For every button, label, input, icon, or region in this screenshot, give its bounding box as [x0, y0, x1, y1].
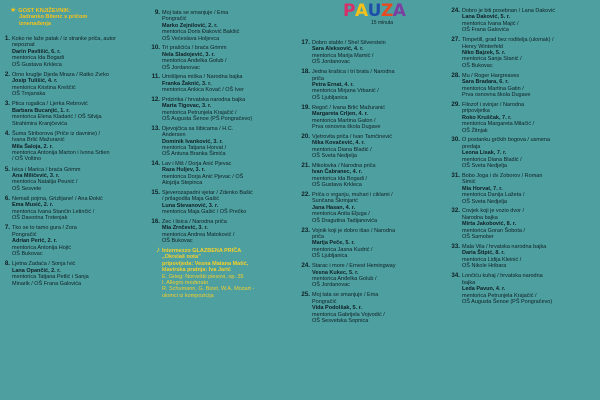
performer-name: Leda Pavun, 4. r.	[462, 286, 506, 293]
program-entry	[300, 163, 450, 189]
mentor-name: mentorica Ivana Stančin Letinčić /	[12, 208, 95, 215]
entry-number: 12.	[151, 95, 160, 103]
story-title: Starac i more / Ernest Hemingway	[312, 263, 396, 270]
mentor-name: mentorica Antonija Hojić	[12, 244, 72, 251]
performer-name: Ivan Čabranec, 4. r.	[312, 169, 363, 176]
mentor-name: mentorica Petrunjela Krajačić /	[162, 109, 237, 116]
entry-number: 11.	[151, 73, 160, 81]
school-name: OŠ Sveta Nedjelja	[462, 163, 507, 170]
mentor-name: mentorica Margareta Milačić /	[462, 121, 535, 128]
story-title: Sunčana Škrinjarić	[312, 198, 358, 205]
mentor-name: mentorica Ankica Kovač / OŠ Iver	[162, 87, 244, 94]
performer-name: Lana Daković, 5. r.	[462, 14, 510, 21]
story-title: priča	[312, 234, 324, 241]
performer-name: Ema Musić, 2. r.	[12, 202, 54, 209]
performer-name: Leona Lisak, 7. r.	[462, 150, 507, 157]
performer-name: Mila Šaloja, 2. r.	[12, 143, 53, 150]
mentor-name: mentorica Anđelka Golub /	[162, 58, 227, 65]
story-title: Bobo Joga i dv Zoborov / Roman	[462, 172, 543, 179]
school-name: OŠ Samober	[462, 234, 494, 241]
pause-letter: P	[343, 1, 355, 21]
entry-number: 7.	[4, 224, 10, 232]
mentor-name: mentorica Sanja Stanić /	[462, 56, 522, 63]
performer-name: Luna Stevanović, 3. r.	[162, 202, 219, 209]
story-title: O postanku grčkih bogova / usmena	[462, 137, 551, 144]
school-name: OŠ Ljubljanica	[312, 253, 348, 260]
program-column-2	[150, 0, 300, 299]
performer-name: Sara Aleksović, 4. r.	[312, 46, 364, 53]
interlude-line: „Okrelaš nota”	[162, 254, 201, 261]
mentor-name: mentorica Anita Eljuga /	[312, 211, 370, 218]
story-title: Tko se to tamo gura / Zora	[12, 225, 77, 232]
school-name: OŠ Dragutina Tadijanovića	[312, 217, 378, 224]
performer-name: Darin Pavlišić, 6. r.	[12, 48, 61, 55]
performer-name: Josip Tulišić, 4. r.	[12, 78, 58, 85]
performer-name: Barbara Bucanjić, 1. r.	[12, 107, 70, 114]
performer-name: Jana Hasan, 4. r.	[312, 204, 356, 211]
program-entry	[150, 74, 300, 93]
guest-header: GOST KNJIŽEVNIK:	[18, 8, 71, 14]
school-name: OŠ Većeslava Holjevca	[162, 35, 220, 42]
story-title: Orno kruglje Djeda Mraza / Ratko Zvrko	[12, 71, 109, 78]
entry-number: 18.	[301, 68, 310, 76]
mentor-name: mentorica Goran Šobota /	[462, 227, 525, 234]
school-name: OŠ Antuna Branka Šimića	[162, 151, 226, 158]
story-title: Umišljena miška / Narodna bajka	[162, 74, 243, 81]
program-entry	[300, 40, 450, 66]
mentor-name: mentorica Dorja Anić Pjevac / OŠ	[162, 173, 244, 180]
program-entry	[300, 263, 450, 289]
story-title: Zec i lisica / Narodna priča	[162, 218, 227, 225]
mentor-name: mentorica Antonija Marton i Ivona Srtien	[12, 150, 110, 157]
entry-number: 24.	[451, 7, 460, 14]
story-title: / prilagodila Maja Gašić	[162, 196, 220, 203]
mentor-name: mentorica Diana Bladić /	[462, 156, 522, 163]
performer-name: Adrian Perić, 2. r.	[12, 238, 57, 245]
story-title: Tri prašćića / braća Grimm	[162, 45, 227, 52]
program-entry	[450, 244, 600, 270]
pause-letter: Z	[380, 1, 393, 21]
entry-number: 31.	[451, 171, 460, 179]
performer-name: Marta Tigovac, 3. r.	[162, 103, 212, 110]
interlude-header: Intermezzo GLAZBENA PRIČA	[162, 247, 242, 254]
performer-name: Margareta Crljen, 4. r.	[312, 111, 368, 118]
story-title: Lončiću kuhaj / hrvatska narodna	[462, 273, 543, 280]
entry-number: 34.	[451, 272, 460, 280]
entry-number: 13.	[151, 124, 160, 132]
school-name: Prva osnovna škola Dugave	[462, 92, 531, 99]
program-entry	[150, 219, 300, 245]
story-title: Ptica rugalica / Ljerka Rebrović	[12, 101, 88, 108]
story-title: Šuma Striborova (Priče iz davnine) /	[12, 130, 101, 137]
mentor-name: mentorica Natalija Peunić /	[12, 179, 78, 186]
pause-letter: U	[367, 1, 381, 21]
pause-letter: A	[354, 1, 368, 21]
school-name: OŠ Augusta Šenoe (PŠ Pongračevo)	[462, 298, 553, 305]
school-name: OŠ Trnjanska	[12, 91, 46, 98]
program-entry	[450, 73, 600, 99]
performer-name: Lana Opančić, 2. r.	[12, 267, 61, 274]
story-title: Ivica i Marica / braća Grimm	[12, 166, 81, 173]
mentor-name: mentorica Tatjana Horvat /	[162, 144, 227, 151]
entry-number: 14.	[151, 159, 160, 167]
school-name: OŠ Ljubljanica	[312, 94, 348, 101]
story-title: Nemaš pojma, Grizlijane! / Ana Đokić	[12, 195, 103, 202]
story-title: bajka	[462, 279, 476, 286]
program-entry	[0, 72, 151, 98]
entry-number: 15.	[151, 188, 160, 196]
mentor-name: mentorica Ida Bogadi	[12, 55, 64, 62]
entry-number: 2.	[4, 70, 10, 78]
entry-number: 33.	[451, 243, 460, 251]
entry-number: 10.	[151, 44, 160, 52]
star-icon: ★	[10, 7, 17, 14]
entry-number: 9.	[154, 9, 160, 16]
mentor-name: mentorica Elena Kladarić / OŠ Silvija	[12, 114, 102, 121]
entry-number: 27.	[451, 36, 460, 44]
entry-number: 8.	[4, 260, 10, 268]
program-entry	[450, 173, 600, 205]
entry-number: 3.	[4, 100, 10, 108]
story-title: Mu / Roger Hargreaves	[462, 72, 520, 79]
story-title: Pongračić	[312, 298, 337, 305]
story-title: Pongračić	[12, 231, 37, 238]
story-title: Narodna bajka	[462, 214, 498, 221]
performer-name: Daria Štipić, 8. r.	[462, 250, 505, 257]
entry-number: 30.	[451, 136, 460, 144]
story-title: Djevojčica sa šibicama / H.C.	[162, 125, 234, 132]
school-name: OŠ Frana Galovića	[462, 27, 509, 34]
school-name: OŠ Jordanovac	[312, 282, 350, 289]
mentor-name: mentorica Doris Đaković Bakšić	[162, 29, 240, 36]
story-title: Ivana Brlić Mažuranić	[12, 137, 65, 144]
story-title: Sjeverozapadni vjetar / Zdenko Bašić	[162, 189, 253, 196]
entry-number: 4.	[4, 129, 10, 137]
entry-number: 29.	[451, 100, 460, 108]
story-title: Vojnik koji je dobro išao / Narodna	[312, 227, 396, 234]
performer-name: Raza Huljev, 3. r.	[162, 167, 206, 174]
entry-number: 24.	[301, 262, 310, 270]
program-entry	[0, 196, 151, 222]
school-name: OŠ Davorina Trstenjak	[12, 215, 68, 222]
school-name: OŠ Augusta Šenoe (PŠ Pongračevo)	[162, 116, 253, 123]
story-title: Timpetill, grad bez roditelja (ulomak) /	[462, 37, 554, 44]
story-title: Covjek koji je vozio dvor /	[462, 208, 525, 215]
performer-name: Marko Zejnilović, 2. r.	[162, 22, 218, 29]
performer-name: Roko Kruščak, 7. r.	[462, 114, 512, 121]
program-entry	[0, 261, 151, 287]
pause-letter: A	[392, 1, 406, 21]
story-title: Mikolovka / Narodna priča	[312, 162, 376, 169]
story-title: Koko ne laže patak / iz stranke priča, autor	[12, 36, 116, 42]
mentor-name: mentorica Kristina Kreščić	[12, 84, 76, 91]
mentor-name: mentorica Maja Gašić / OŠ Prečko	[162, 209, 247, 216]
music-interlude	[150, 244, 300, 300]
performer-name: Dominik Ivanković, 3. r.	[162, 138, 223, 145]
interlude-line: ulomci iz kompozicija	[162, 292, 214, 299]
interlude-line: E. Grieg: Norveški plesovi, op. 35	[162, 273, 244, 280]
entry-number: 23.	[301, 226, 310, 234]
program-entry	[450, 137, 600, 169]
story-title: nepoznat	[12, 42, 35, 49]
program-entry	[300, 192, 450, 224]
story-title: Dobro je biti posebnan / Lana Daković	[462, 8, 555, 14]
entry-number: 17.	[301, 39, 310, 46]
story-title: Henry Winterfeld	[462, 43, 503, 50]
entry-number: 19.	[301, 103, 310, 111]
story-title: Dobro stablo / Shel Silverstein	[312, 40, 386, 46]
entry-number: 21.	[301, 161, 310, 169]
guest-subtitle-2: iznenađenja	[19, 20, 52, 27]
school-name: OŠ Gustava Krkleca	[312, 182, 362, 189]
mentor-name: mentorica Anđelka Golub /	[312, 276, 377, 283]
performer-name: Nika Kovačević, 4. r.	[312, 140, 365, 147]
program-entry	[0, 101, 151, 127]
school-name: Minarik / OŠ Frana Galovića	[12, 280, 82, 287]
program-entry	[150, 97, 300, 123]
program-entry	[450, 273, 600, 305]
program-entry	[150, 126, 300, 158]
program-entry	[0, 167, 151, 193]
pause-duration: 15 minuta	[371, 20, 393, 26]
story-title: priča	[312, 75, 324, 82]
performer-name: Niko Bajzek, 5. r.	[462, 50, 506, 57]
school-name: OŠ Jordanovac	[162, 64, 200, 71]
program-entry	[0, 131, 151, 163]
program-entry	[450, 102, 600, 134]
mentor-name: mentorica Diana Bladić /	[312, 146, 372, 153]
story-title: Prdzirika / hrvatska narodna bajka	[162, 96, 246, 103]
interlude-line: pripovijeda: Vesna Matana Matić,	[162, 260, 249, 267]
story-title: Ljetna Zadaća / Sonja Ivić	[12, 261, 76, 268]
story-title: Jedna krašica i tri brata / Narodna	[312, 69, 395, 76]
guest-subtitle-1: Jadranko Bitenc s pričom	[19, 14, 88, 21]
program-entry	[450, 37, 600, 69]
program-entry	[450, 208, 600, 240]
mentor-name: mentorica Marija Mamić /	[312, 52, 374, 59]
performer-name: Vida Podolšak, 5. r.	[312, 305, 363, 312]
performer-name: Sara Bradara, 6. r.	[462, 79, 509, 86]
entry-number: 1.	[4, 35, 10, 42]
entry-number: 5.	[4, 165, 10, 173]
entry-number: 22.	[301, 191, 310, 198]
school-name: / OŠ Voltino	[12, 156, 42, 163]
mentor-name: mentorica Jasna Kudrić /	[312, 246, 373, 253]
mentor-name: mentorica Mirjana Vrbanić /	[312, 88, 379, 95]
story-title: Filozof i svinjar / Narodna	[462, 101, 525, 108]
program-entry	[300, 69, 450, 101]
story-title: Mala Vila / hrvatska narodna bajka	[462, 244, 547, 251]
mentor-name: mentorica Martina Gaton /	[312, 117, 376, 124]
program-column-4	[450, 0, 600, 309]
performer-name: Franka Žaknić, 3. r.	[162, 80, 212, 87]
program-entry	[450, 8, 600, 34]
school-name: OŠ Sesvetska Sopnica	[312, 318, 369, 325]
school-name: OŠ Bukovac	[12, 251, 43, 258]
mentor-name: mentorica Danija Lažeta /	[462, 192, 525, 199]
program-entry	[0, 36, 151, 68]
entry-number: 20.	[301, 132, 310, 140]
mentor-name: mentorica Ida Bogadi /	[312, 175, 368, 182]
school-name: OŠ Bukovac	[162, 238, 193, 245]
program-entry	[150, 10, 300, 42]
program-entry	[150, 161, 300, 187]
performer-name: Mia Zrnčević, 3. r.	[162, 225, 208, 232]
school-name: OŠ Jordanovac	[312, 59, 350, 66]
school-name: Strahimira Kranjčevića	[12, 120, 68, 127]
program-entry	[150, 45, 300, 71]
story-title: Moj tata se smanjuje / Ema	[162, 10, 229, 16]
story-title: Simić	[462, 179, 476, 186]
school-name: OŠ Bukovac	[462, 62, 493, 69]
school-name: Alojzija Stepinca	[162, 180, 203, 187]
program-column-1	[0, 0, 151, 291]
program-entry	[300, 134, 450, 160]
program-column-3	[300, 0, 450, 328]
interlude-line: klavirska pratnja: Iva Jarić	[162, 267, 231, 274]
mentor-name: mentorica Tatjana Petlić i Sanja	[12, 274, 89, 281]
story-title: Andersen	[162, 132, 186, 139]
story-title: Vjetrovita priča / Ivan Tamčinević	[312, 133, 392, 140]
mentor-name: mentorica Gabrijela Vojvodić /	[312, 311, 385, 318]
performer-name: Mia Horvat, 7. r.	[462, 185, 503, 192]
entry-number: 6.	[4, 194, 10, 202]
music-note-icon: ♪	[156, 244, 160, 254]
program-entry	[0, 225, 151, 257]
mentor-name: mentorica Ivana Majić /	[462, 20, 519, 27]
interlude-line: I. Allegro moderato	[162, 279, 209, 286]
program-entry	[300, 292, 450, 324]
performer-name: Petra Ernat, 4. r.	[312, 82, 354, 89]
entry-number: 25.	[301, 291, 310, 299]
story-title: Pongračić	[162, 16, 187, 23]
interlude-line: R. Schumann, G. Bizet, W.A. Mozart -	[162, 286, 255, 293]
mentor-name: mentorica Petrunjela Krajačić /	[462, 292, 537, 299]
performer-name: Ana Miličević, 3. r.	[12, 172, 60, 179]
program-entry	[150, 190, 300, 216]
school-name: OŠ Nikole Hribara	[462, 263, 507, 270]
entry-number: 16.	[151, 217, 160, 225]
performer-name: Mirta Jakobović, 8. r.	[462, 221, 517, 228]
program-entry	[300, 105, 450, 131]
performer-name: Marija Peče, 5. r.	[312, 240, 355, 247]
entry-number: 32.	[451, 207, 460, 215]
school-name: OŠ Sveta Nedjelja	[462, 198, 507, 205]
school-name: Prva osnovna škola Dugave	[312, 124, 381, 131]
story-title: Priča o vrganju, muhari i ciklami /	[312, 192, 393, 198]
school-name: OŠ Sesvete	[12, 185, 42, 192]
performer-name: Nela Sladojević, 3. r.	[162, 51, 215, 58]
story-title: pripovijetka	[462, 108, 490, 115]
story-title: predaja	[462, 143, 481, 150]
performer-name: Vesna Kukec, 5. r.	[312, 269, 359, 276]
school-name: OŠ Sveta Nedjelja	[312, 153, 357, 160]
school-name: OŠ Žitnjak	[462, 127, 488, 134]
mentor-name: mentorica Andrea Matoković /	[162, 231, 235, 238]
story-title: Regoč / Ivana Brlić Mažuranić	[312, 104, 386, 111]
program-entry	[300, 228, 450, 260]
mentor-name: mentorica Lidija Kleinić /	[462, 256, 522, 263]
school-name: OŠ Gustava Krkleca	[12, 61, 62, 68]
story-title: Moj tata se smanjuje / Ema	[312, 292, 379, 299]
story-title: Lav i Miš / Dorja Anić Pjevac	[162, 160, 232, 167]
mentor-name: mentorica Martina Gatin /	[462, 85, 524, 92]
entry-number: 28.	[451, 71, 460, 79]
